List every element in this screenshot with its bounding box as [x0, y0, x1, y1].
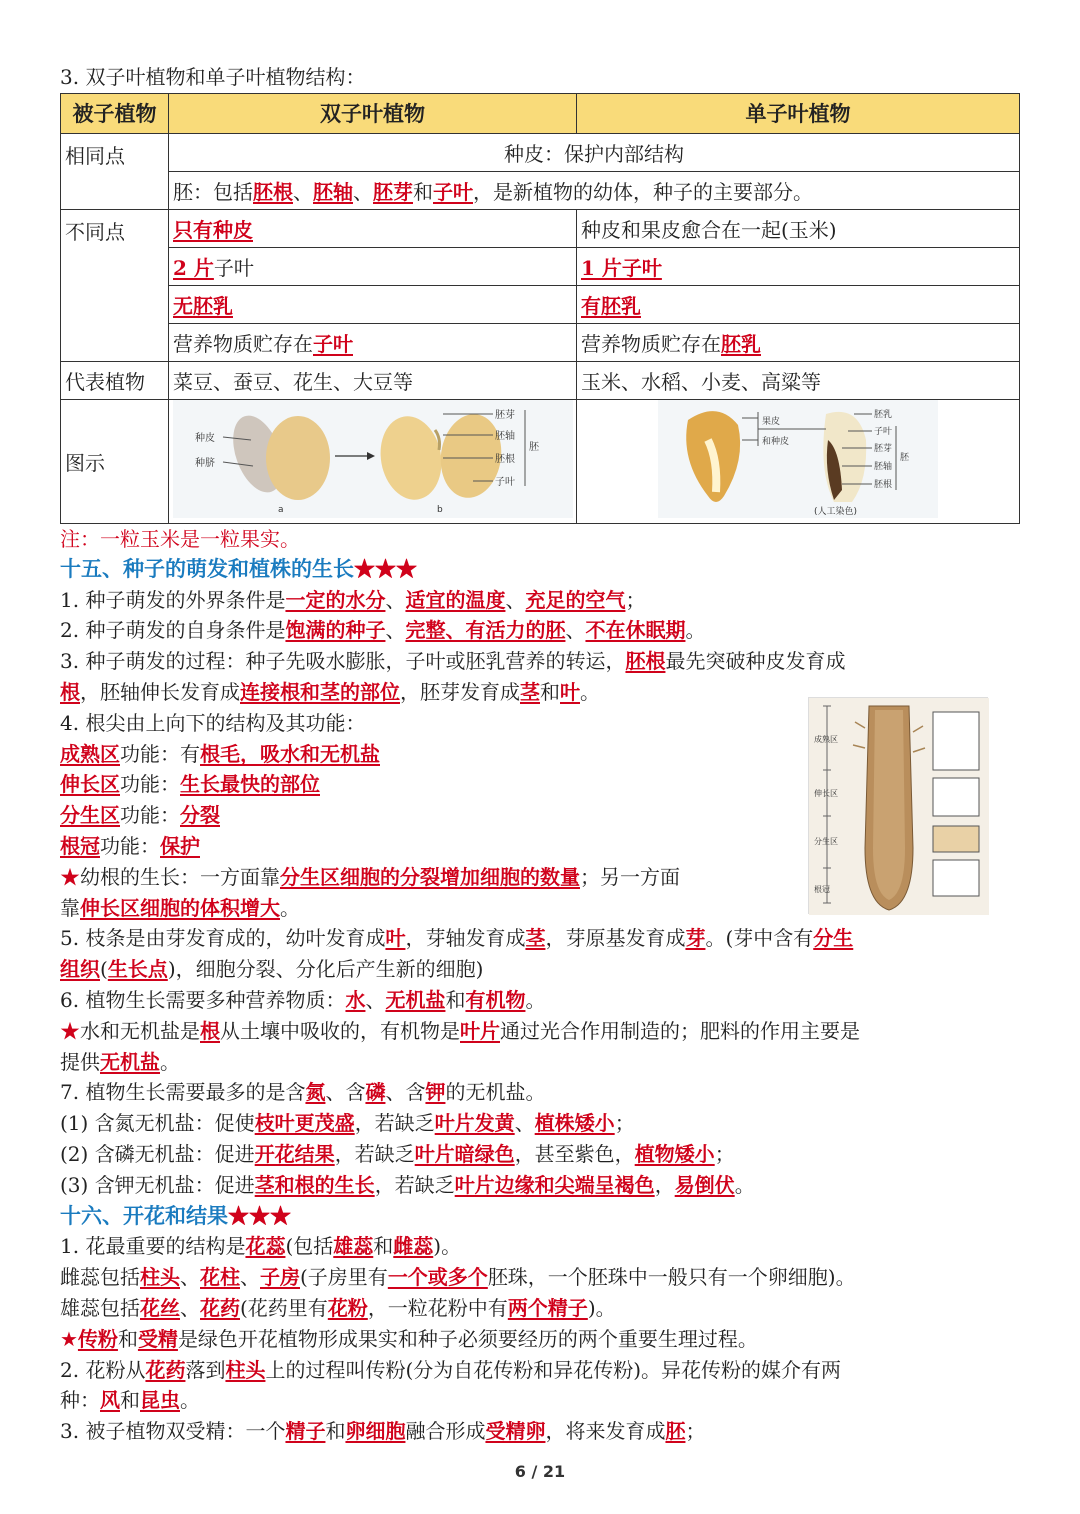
text-line: ★水和无机盐是根从土壤中吸收的，有机物是叶片通过光合作用制造的；肥料的作用主要是	[60, 1018, 860, 1043]
text-line: (2) 含磷无机盐：促进开花结果，若缺乏叶片暗绿色，甚至紫色，植物矮小；	[60, 1141, 735, 1166]
label-corn-cotyledon: 子叶	[874, 426, 893, 437]
label-corn-radicle: 胚根	[874, 479, 893, 490]
text-line: (3) 含钾无机盐：促进茎和根的生长，若缺乏叶片边缘和尖端呈褐色，易倒伏。	[60, 1172, 755, 1197]
header-dicot: 双子叶植物	[169, 93, 577, 133]
diff-monocot-2: 1 片子叶	[577, 247, 1020, 285]
table-row	[61, 209, 1020, 247]
diff-dicot-1: 只有种皮	[169, 209, 577, 247]
label-root-cap: 根冠	[814, 885, 830, 894]
table-row	[61, 247, 1020, 285]
label-pericarp: 果皮	[762, 416, 781, 427]
text-line: ★传粉和受精是绿色开花植物形成果实和种子必须要经历的两个重要生理过程。	[60, 1326, 758, 1351]
text-line: 4. 根尖由上向下的结构及其功能：	[60, 710, 366, 735]
rep-monocot: 玉米、水稻、小麦、高粱等	[577, 361, 1020, 399]
root-zone-line: 分生区功能：分裂	[60, 803, 220, 828]
star-rating: ★★★	[354, 555, 417, 581]
root-zone-line: 伸长区功能：生长最快的部位	[60, 772, 320, 797]
text-line: 种：风和昆虫。	[60, 1388, 200, 1413]
text-line: 2. 种子萌发的自身条件是饱满的种子、完整、有活力的胚、不在休眠期。	[60, 618, 706, 643]
table-row	[61, 361, 1020, 399]
text-line: 雌蕊包括柱头、花柱、子房(子房里有一个或多个胚珠，一个胚珠中一般只有一个卵细胞)。	[60, 1265, 856, 1290]
table-header-row	[61, 93, 1020, 133]
table-row	[61, 285, 1020, 323]
header-angiosperm: 被子植物	[61, 93, 169, 133]
text-line: 组织(生长点)，细胞分裂、分化后产生新的细胞)	[60, 957, 484, 982]
diff-dicot-2: 2 片子叶	[169, 247, 577, 285]
label-elongation-zone: 伸长区	[814, 789, 838, 798]
label-corn-hypocotyl: 胚轴	[874, 461, 893, 472]
root-tip-figure	[808, 697, 988, 914]
label-radicle: 胚根	[494, 453, 515, 465]
rep-dicot: 菜豆、蚕豆、花生、大豆等	[169, 361, 577, 399]
root-tip-illustration	[809, 698, 989, 915]
text-line: 7. 植物生长需要最多的是含氮、含磷、含钾的无机盐。	[60, 1080, 546, 1105]
diff-monocot-3: 有胚乳	[577, 285, 1020, 323]
text-line: 2. 花粉从花药落到柱头上的过程叫传粉(分为自花传粉和异花传粉)。异花传粉的媒介有两	[60, 1357, 842, 1382]
text-line: 6. 植物生长需要多种营养物质：水、无机盐和有机物。	[60, 987, 546, 1012]
text-line: ★幼根的生长：一方面靠分生区细胞的分裂增加细胞的数量；另一方面	[60, 864, 680, 889]
text-line: 1. 花最重要的结构是花蕊(包括雄蕊和雌蕊)。	[60, 1234, 462, 1259]
diff-monocot-4: 营养物质贮存在胚乳	[577, 323, 1020, 361]
page-number: 6 / 21	[514, 1462, 566, 1481]
label-stained: (人工染色)	[814, 506, 858, 517]
label-embryo: 胚	[528, 441, 539, 453]
label-endosperm: 胚乳	[874, 409, 893, 420]
section-heading-15: 十五、种子的萌发和植株的生长★★★	[60, 555, 417, 581]
label-corn-embryo: 胚	[900, 452, 910, 463]
table-row	[61, 171, 1020, 209]
rep-label: 代表植物	[61, 361, 169, 399]
table-row	[61, 399, 1020, 523]
diff-monocot-1: 种皮和果皮愈合在一起(玉米)	[577, 209, 1020, 247]
text-line: (1) 含氮无机盐：促使枝叶更茂盛，若缺乏叶片发黄、植株矮小；	[60, 1111, 635, 1136]
diff-dicot-3: 无胚乳	[169, 285, 577, 323]
text-line: 3. 被子植物双受精：一个精子和卵细胞融合形成受精卵，将来发育成胚；	[60, 1419, 706, 1444]
plant-comparison-table	[60, 93, 1020, 524]
label-b: b	[436, 504, 443, 515]
label-a: a	[277, 504, 284, 515]
bean-seed-illustration	[173, 400, 573, 518]
label-plumule: 胚芽	[494, 409, 515, 421]
same-label: 相同点	[61, 133, 169, 209]
text-line: 雄蕊包括花丝、花药(花药里有花粉，一粒花粉中有两个精子)。	[60, 1295, 616, 1320]
bean-seed-figure	[169, 399, 577, 523]
corn-seed-figure	[577, 399, 1020, 523]
header-monocot: 单子叶植物	[577, 93, 1020, 133]
text-line: 3. 种子萌发的过程：种子先吸水膨胀，子叶或胚乳营养的转运，胚根最先突破种皮发育成	[60, 649, 846, 674]
same-seedcoat: 种皮：保护内部结构	[169, 133, 1020, 171]
root-zone-line: 成熟区功能：有根毛，吸水和无机盐	[60, 741, 380, 766]
table-heading: 3. 双子叶植物和单子叶植物结构：	[60, 65, 366, 89]
text-line: 5. 枝条是由芽发育成的，幼叶发育成叶，芽轴发育成茎，芽原基发育成芽。(芽中含有分生	[60, 926, 854, 951]
root-zone-line: 根冠功能：保护	[60, 833, 200, 858]
label-meristem-zone: 分生区	[814, 837, 838, 846]
label-cotyledon: 子叶	[494, 476, 515, 488]
table-row	[61, 133, 1020, 171]
text-line: 根，胚轴伸长发育成连接根和茎的部位，胚芽发育成茎和叶。	[60, 679, 600, 704]
label-hilum: 种脐	[194, 457, 215, 469]
note: 注：一粒玉米是一粒果实。	[60, 526, 300, 551]
corn-seed-illustration	[658, 400, 938, 518]
label-maturation-zone: 成熟区	[814, 735, 838, 744]
text-line: 靠伸长区细胞的体积增大。	[60, 895, 300, 920]
same-embryo: 胚：包括胚根、胚轴、胚芽和子叶，是新植物的幼体，种子的主要部分。	[169, 171, 1020, 209]
star-rating: ★★★	[228, 1202, 291, 1228]
text-line: 1. 种子萌发的外界条件是一定的水分、适宜的温度、充足的空气；	[60, 587, 646, 612]
label-and-seedcoat: 和种皮	[762, 436, 790, 447]
diff-label: 不同点	[61, 209, 169, 361]
label-corn-plumule: 胚芽	[874, 443, 893, 454]
diff-dicot-4: 营养物质贮存在子叶	[169, 323, 577, 361]
label-hypocotyl: 胚轴	[494, 430, 515, 442]
table-row	[61, 323, 1020, 361]
label-seedcoat: 种皮	[194, 432, 215, 444]
section-heading-16: 十六、开花和结果★★★	[60, 1202, 291, 1228]
fig-label: 图示	[61, 399, 169, 523]
text-line: 提供无机盐。	[60, 1049, 180, 1074]
